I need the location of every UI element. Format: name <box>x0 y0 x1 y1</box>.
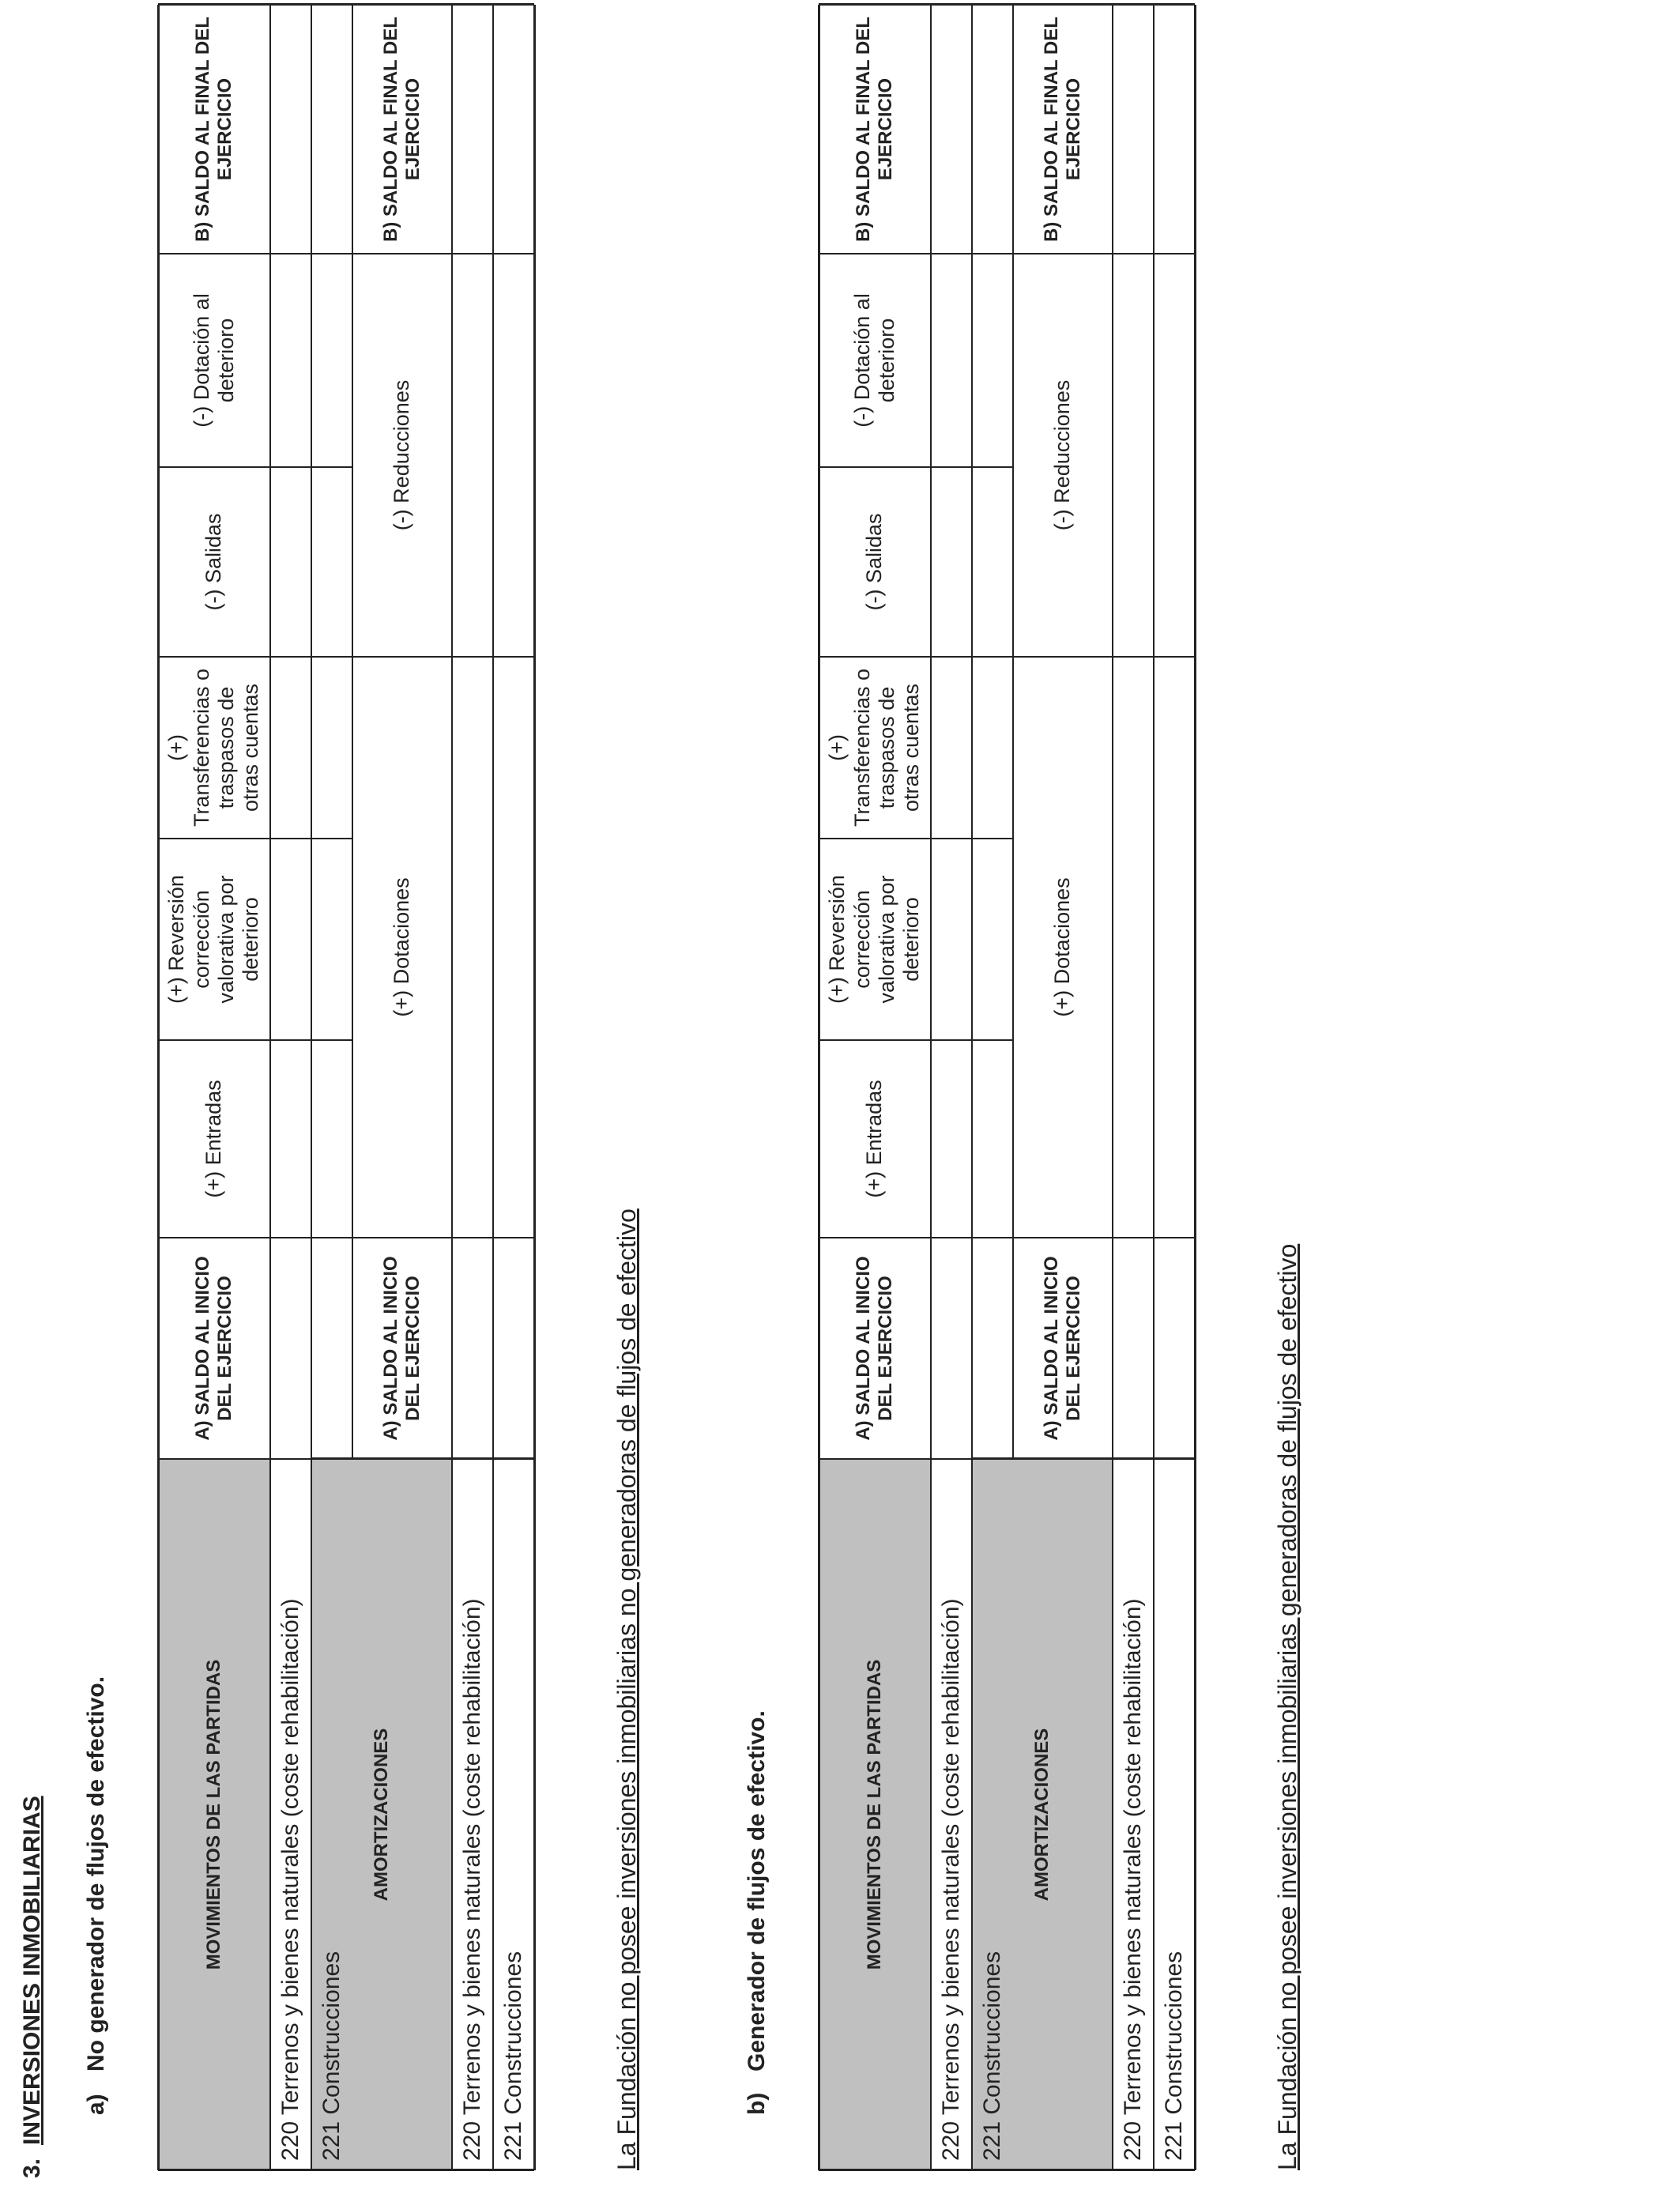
table-note: La Fundación no posee inversiones inmobiliarias no generadoras de flujos de efectivo <box>612 1208 641 2170</box>
table-row-label: 220 Terrenos y bienes naturales (coste rehabilitación) <box>938 1598 964 2161</box>
table-row-label: 220 Terrenos y bienes naturales (coste rehabilitación) <box>277 1598 303 2161</box>
grid-line <box>819 2169 1195 2172</box>
grid-line <box>158 253 534 254</box>
grid-line <box>451 1459 453 2170</box>
grid-line <box>1194 5 1196 2170</box>
header-transferencias: (+) Transferencias o traspasos de otras cuentas <box>825 668 924 827</box>
header-amort-saldo-final: B) SALDO AL FINAL DEL EJERCICIO <box>1041 17 1084 242</box>
grid-line <box>157 5 160 2170</box>
header-salidas: (-) Salidas <box>862 513 887 611</box>
header-dotaciones: (+) Dotaciones <box>390 877 414 1017</box>
header-reversion: (+) Reversión corrección valorativa por deterioro <box>164 875 263 1004</box>
grid-line <box>819 1039 1013 1041</box>
header-saldo-final: B) SALDO AL FINAL DEL EJERCICIO <box>192 17 235 242</box>
header-entradas: (+) Entradas <box>202 1080 226 1198</box>
grid-line <box>1012 5 1014 1459</box>
grid-line <box>1112 1459 1113 2170</box>
grid-line <box>158 466 352 468</box>
grid-line <box>819 656 1013 658</box>
grid-line <box>158 838 352 839</box>
grid-line <box>352 5 353 1459</box>
grid-line <box>971 5 973 2170</box>
grid-line <box>1013 1237 1195 1238</box>
header-dotacion: (-) Dotación al deterioro <box>849 293 898 428</box>
grid-line <box>972 1457 1195 1459</box>
header-saldo-inicio: A) SALDO AL INICIO DEL EJERCICIO <box>192 1256 235 1441</box>
table-row-label: 220 Terrenos y bienes naturales (coste rehabilitación) <box>1120 1598 1146 2161</box>
grid-line <box>352 656 534 658</box>
header-amortizaciones: AMORTIZACIONES <box>972 1459 1113 2170</box>
header-transferencias: (+) Transferencias o traspasos de otras cuentas <box>164 668 263 827</box>
grid-line <box>533 5 536 2170</box>
grid-line <box>269 5 271 1459</box>
grid-line <box>819 1237 1013 1238</box>
grid-line <box>819 253 1195 254</box>
header-reversion: (+) Reversión corrección valorativa por deterioro <box>825 875 924 1004</box>
grid-line <box>269 1459 271 2170</box>
grid-line <box>158 1039 352 1041</box>
subtitle-letter: b) <box>744 2092 770 2115</box>
grid-line <box>1153 5 1155 2170</box>
grid-line <box>158 656 352 658</box>
grid-line <box>819 466 1013 468</box>
table-row-label: 221 Construcciones <box>979 1951 1005 2161</box>
grid-line <box>311 1457 534 1459</box>
table-row-label: 221 Construcciones <box>1161 1951 1187 2161</box>
grid-line <box>311 5 312 2170</box>
section-title: INVERSIONES INMOBILIARIAS <box>19 1796 45 2145</box>
subtitle-letter: a) <box>83 2094 109 2115</box>
table-row-label: 221 Construcciones <box>318 1951 345 2161</box>
header-amort-saldo-inicio: A) SALDO AL INICIO DEL EJERCICIO <box>1041 1256 1084 1441</box>
header-amortizaciones: AMORTIZACIONES <box>311 1459 452 2170</box>
header-dotacion: (-) Dotación al deterioro <box>189 293 238 428</box>
table-subtitle: Generador de flujos de efectivo. <box>744 1710 770 2071</box>
section-number: 3. <box>19 2158 45 2178</box>
grid-line <box>451 5 453 1459</box>
grid-line <box>930 1459 932 2170</box>
header-saldo-final: B) SALDO AL FINAL DEL EJERCICIO <box>853 17 896 242</box>
header-amort-saldo-final: B) SALDO AL FINAL DEL EJERCICIO <box>380 17 424 242</box>
header-movimientos: MOVIMIENTOS DE LAS PARTIDAS <box>819 1459 931 2170</box>
header-entradas: (+) Entradas <box>862 1080 887 1198</box>
header-salidas: (-) Salidas <box>202 513 226 611</box>
grid-line <box>158 2169 534 2172</box>
grid-line <box>818 5 820 2170</box>
header-movimientos: MOVIMIENTOS DE LAS PARTIDAS <box>158 1459 270 2170</box>
header-saldo-inicio: A) SALDO AL INICIO DEL EJERCICIO <box>853 1256 896 1441</box>
grid-line <box>1013 656 1195 658</box>
grid-line <box>930 5 932 1459</box>
grid-line <box>819 4 1195 6</box>
table-subtitle: No generador de flujos de efectivo. <box>83 1676 109 2071</box>
grid-line <box>352 1237 534 1238</box>
grid-line <box>158 1237 352 1238</box>
header-dotaciones: (+) Dotaciones <box>1050 877 1075 1017</box>
header-amort-saldo-inicio: A) SALDO AL INICIO DEL EJERCICIO <box>380 1256 424 1441</box>
table-row-label: 221 Construcciones <box>500 1951 526 2161</box>
table-note: La Fundación no posee inversiones inmobiliarias generadoras de flujos de efectivo <box>1273 1243 1301 2170</box>
table-row-label: 220 Terrenos y bienes naturales (coste rehabilitación) <box>459 1598 485 2161</box>
header-reducciones: (-) Reducciones <box>390 379 414 531</box>
grid-line <box>492 5 494 2170</box>
grid-line <box>1112 5 1113 1459</box>
grid-line <box>819 838 1013 839</box>
header-reducciones: (-) Reducciones <box>1050 379 1075 531</box>
grid-line <box>158 4 534 6</box>
